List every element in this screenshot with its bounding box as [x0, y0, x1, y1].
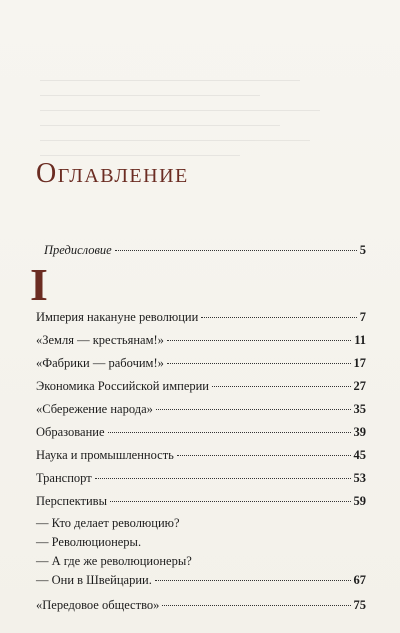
- toc-entry-label: «Фабрики — рабочим!»: [36, 356, 164, 370]
- toc-entry-label: Наука и промышленность: [36, 448, 174, 462]
- toc-entry[interactable]: [36, 494, 366, 512]
- toc-entry[interactable]: [36, 310, 366, 328]
- toc-subentry[interactable]: [36, 554, 366, 572]
- toc-subentry-label: — Кто делает революцию?: [36, 516, 180, 530]
- toc-entry[interactable]: [36, 448, 366, 466]
- leader-dots: [115, 250, 357, 251]
- toc-subentry-label: — А где же революционеры?: [36, 554, 192, 568]
- leader-dots: [162, 605, 350, 606]
- toc-entry-label: Образование: [36, 425, 105, 439]
- toc-subentry-label: — Революционеры.: [36, 535, 142, 549]
- toc-entry-label: Транспорт: [36, 471, 92, 485]
- toc-page-number: 67: [353, 573, 366, 587]
- toc-entry-preface[interactable]: [44, 243, 366, 261]
- part-numeral: I: [30, 259, 48, 310]
- toc-entry[interactable]: [36, 402, 366, 420]
- toc-entry[interactable]: [36, 356, 366, 374]
- toc-entry-label: «Сбережение народа»: [36, 402, 153, 416]
- toc-page-number: 27: [353, 379, 366, 393]
- toc-entry[interactable]: [36, 333, 366, 351]
- toc-entry-label: Предисловие: [44, 243, 112, 257]
- toc-title: Оглавление: [36, 158, 189, 189]
- leader-dots: [95, 478, 351, 479]
- toc-page-number: 7: [359, 310, 366, 324]
- toc-page-number: 35: [353, 402, 366, 416]
- toc-page-number: 17: [353, 356, 366, 370]
- toc-entry[interactable]: [36, 379, 366, 397]
- toc-subentry[interactable]: [36, 516, 366, 534]
- toc-subentry[interactable]: [36, 535, 366, 553]
- toc-entry-label: Перспективы: [36, 494, 107, 508]
- toc-entry[interactable]: [36, 598, 366, 616]
- leader-dots: [167, 340, 351, 341]
- leader-dots: [156, 409, 351, 410]
- toc-page-number: 45: [353, 448, 366, 462]
- leader-dots: [201, 317, 356, 318]
- toc-entry[interactable]: [36, 471, 366, 489]
- show-through-texture: [40, 60, 340, 340]
- toc-entry[interactable]: [36, 425, 366, 443]
- leader-dots: [177, 455, 351, 456]
- toc-entry-label: «Передовое общество»: [36, 598, 160, 612]
- toc-page-number: 75: [353, 598, 366, 612]
- toc-subentry-label: — Они в Швейцарии.: [36, 573, 152, 587]
- leader-dots: [212, 386, 351, 387]
- leader-dots: [110, 501, 351, 502]
- toc-entry-label: «Земля — крестьянам!»: [36, 333, 164, 347]
- leader-dots: [167, 363, 351, 364]
- toc-subentry[interactable]: [36, 573, 366, 591]
- toc-page-number: 11: [354, 333, 366, 347]
- leader-dots: [108, 432, 351, 433]
- leader-dots: [155, 580, 351, 581]
- toc-entry-label: Империя накануне революции: [36, 310, 199, 324]
- toc-page-number: 5: [359, 243, 366, 257]
- toc-page-number: 39: [353, 425, 366, 439]
- toc-page-number: 59: [353, 494, 366, 508]
- toc-entry-label: Экономика Российской империи: [36, 379, 209, 393]
- toc-page-number: 53: [353, 471, 366, 485]
